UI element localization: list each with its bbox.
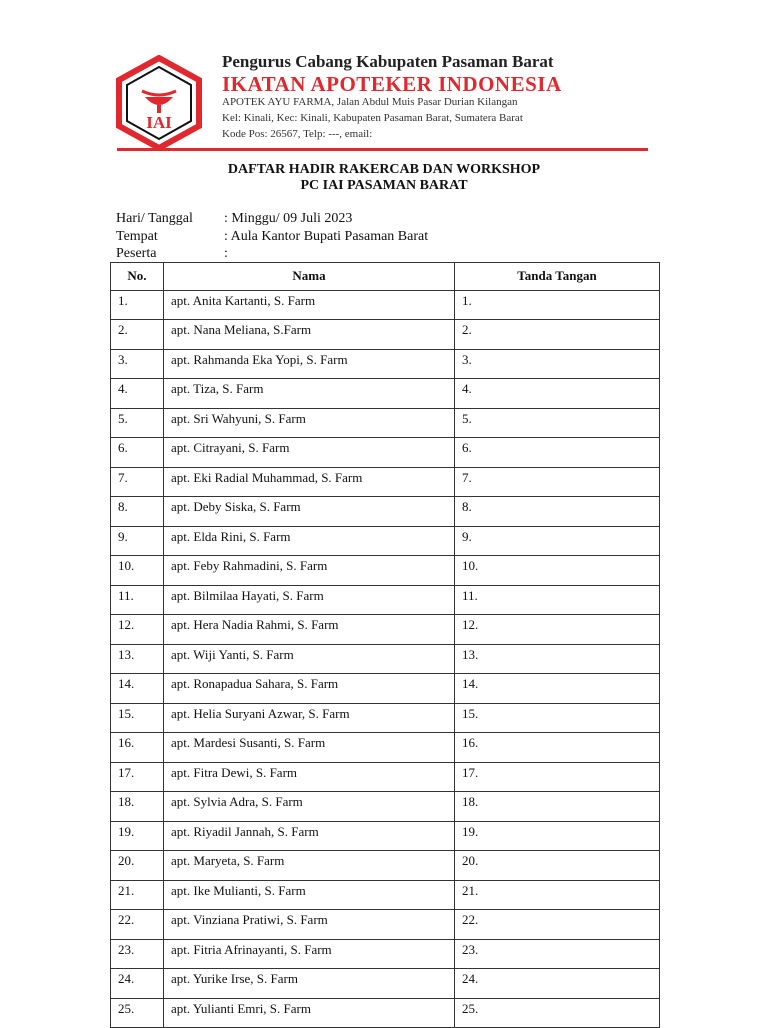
table-row [111, 644, 660, 674]
participant-name: apt. Deby Siska, S. Farm [164, 497, 455, 527]
participant-name: apt. Tiza, S. Farm [164, 379, 455, 409]
signature-cell: 16. [455, 733, 660, 763]
row-number: 5. [111, 408, 164, 438]
info-place-row [116, 229, 428, 245]
participant-name: apt. Hera Nadia Rahmi, S. Farm [164, 615, 455, 645]
row-number: 4. [111, 379, 164, 409]
participant-name: apt. Yulianti Emri, S. Farm [164, 998, 455, 1028]
table-row [111, 998, 660, 1028]
signature-cell: 22. [455, 910, 660, 940]
info-date-row [116, 211, 352, 227]
table-row [111, 792, 660, 822]
row-number: 13. [111, 644, 164, 674]
signature-cell: 11. [455, 585, 660, 615]
participants-value: : [224, 246, 228, 261]
signature-cell: 9. [455, 526, 660, 556]
participant-name: apt. Eki Radial Muhammad, S. Farm [164, 467, 455, 497]
participant-name: apt. Yurike Irse, S. Farm [164, 969, 455, 999]
signature-cell: 12. [455, 615, 660, 645]
participant-name: apt. Elda Rini, S. Farm [164, 526, 455, 556]
row-number: 14. [111, 674, 164, 704]
table-row [111, 703, 660, 733]
table-row [111, 497, 660, 527]
signature-cell: 3. [455, 349, 660, 379]
date-value: : Minggu/ 09 Juli 2023 [224, 211, 353, 226]
header-no: No. [111, 263, 164, 291]
signature-cell: 13. [455, 644, 660, 674]
address-line-1: APOTEK AYU FARMA, Jalan Abdul Muis Pasar Durian Kilangan [222, 96, 518, 108]
signature-cell: 15. [455, 703, 660, 733]
address-line-2: Kel: Kinali, Kec: Kinali, Kabupaten Pasaman Barat, Sumatera Barat [222, 112, 523, 124]
table-row [111, 762, 660, 792]
row-number: 21. [111, 880, 164, 910]
table-row [111, 910, 660, 940]
signature-cell: 7. [455, 467, 660, 497]
row-number: 12. [111, 615, 164, 645]
participants-label: Peserta [116, 246, 157, 261]
signature-cell: 20. [455, 851, 660, 881]
participant-name: apt. Fitra Dewi, S. Farm [164, 762, 455, 792]
signature-cell: 6. [455, 438, 660, 468]
table-row [111, 615, 660, 645]
table-header-row [111, 263, 660, 291]
participant-name: apt. Bilmilaa Hayati, S. Farm [164, 585, 455, 615]
document-title-line-1: DAFTAR HADIR RAKERCAB DAN WORKSHOP [227, 162, 541, 177]
address-line-3: Kode Pos: 26567, Telp: ---, email: [222, 128, 373, 140]
attendance-table [110, 262, 660, 1028]
row-number: 18. [111, 792, 164, 822]
header-signature: Tanda Tangan [455, 263, 660, 291]
participant-name: apt. Ronapadua Sahara, S. Farm [164, 674, 455, 704]
row-number: 16. [111, 733, 164, 763]
table-row [111, 290, 660, 320]
participant-name: apt. Maryeta, S. Farm [164, 851, 455, 881]
signature-cell: 4. [455, 379, 660, 409]
table-row [111, 733, 660, 763]
participant-name: apt. Mardesi Susanti, S. Farm [164, 733, 455, 763]
place-value: : Aula Kantor Bupati Pasaman Barat [224, 229, 429, 244]
table-row [111, 969, 660, 999]
row-number: 23. [111, 939, 164, 969]
row-number: 2. [111, 320, 164, 350]
table-row [111, 320, 660, 350]
table-row [111, 438, 660, 468]
signature-cell: 1. [455, 290, 660, 320]
row-number: 20. [111, 851, 164, 881]
logo-text: IAI [146, 113, 172, 132]
org-name: IKATAN APOTEKER INDONESIA [222, 72, 562, 96]
participant-name: apt. Sri Wahyuni, S. Farm [164, 408, 455, 438]
table-row [111, 585, 660, 615]
row-number: 17. [111, 762, 164, 792]
date-label: Hari/ Tanggal [116, 211, 193, 226]
participant-name: apt. Feby Rahmadini, S. Farm [164, 556, 455, 586]
table-row [111, 379, 660, 409]
participant-name: apt. Citrayani, S. Farm [164, 438, 455, 468]
table-row [111, 939, 660, 969]
participant-name: apt. Ike Mulianti, S. Farm [164, 880, 455, 910]
participant-name: apt. Fitria Afrinayanti, S. Farm [164, 939, 455, 969]
table-row [111, 880, 660, 910]
row-number: 24. [111, 969, 164, 999]
participant-name: apt. Vinziana Pratiwi, S. Farm [164, 910, 455, 940]
row-number: 8. [111, 497, 164, 527]
org-title: Pengurus Cabang Kabupaten Pasaman Barat [222, 52, 554, 71]
table-row [111, 674, 660, 704]
header-name: Nama [164, 263, 455, 291]
iai-logo [115, 55, 203, 151]
row-number: 3. [111, 349, 164, 379]
table-row [111, 526, 660, 556]
signature-cell: 25. [455, 998, 660, 1028]
info-participants-row [116, 246, 228, 262]
participant-name: apt. Nana Meliana, S.Farm [164, 320, 455, 350]
signature-cell: 14. [455, 674, 660, 704]
row-number: 11. [111, 585, 164, 615]
signature-cell: 18. [455, 792, 660, 822]
row-number: 25. [111, 998, 164, 1028]
table-row [111, 851, 660, 881]
header-divider [117, 148, 648, 151]
participant-name: apt. Helia Suryani Azwar, S. Farm [164, 703, 455, 733]
place-label: Tempat [116, 229, 158, 244]
signature-cell: 19. [455, 821, 660, 851]
row-number: 10. [111, 556, 164, 586]
table-row [111, 821, 660, 851]
signature-cell: 24. [455, 969, 660, 999]
row-number: 15. [111, 703, 164, 733]
row-number: 22. [111, 910, 164, 940]
signature-cell: 21. [455, 880, 660, 910]
signature-cell: 2. [455, 320, 660, 350]
signature-cell: 23. [455, 939, 660, 969]
participant-name: apt. Sylvia Adra, S. Farm [164, 792, 455, 822]
signature-cell: 17. [455, 762, 660, 792]
table-row [111, 556, 660, 586]
row-number: 7. [111, 467, 164, 497]
row-number: 19. [111, 821, 164, 851]
participant-name: apt. Wiji Yanti, S. Farm [164, 644, 455, 674]
table-row [111, 467, 660, 497]
row-number: 6. [111, 438, 164, 468]
table-row [111, 408, 660, 438]
participant-name: apt. Riyadil Jannah, S. Farm [164, 821, 455, 851]
signature-cell: 5. [455, 408, 660, 438]
row-number: 9. [111, 526, 164, 556]
signature-cell: 10. [455, 556, 660, 586]
document-title-line-2: PC IAI PASAMAN BARAT [300, 178, 468, 193]
table-row [111, 349, 660, 379]
signature-cell: 8. [455, 497, 660, 527]
participant-name: apt. Rahmanda Eka Yopi, S. Farm [164, 349, 455, 379]
row-number: 1. [111, 290, 164, 320]
participant-name: apt. Anita Kartanti, S. Farm [164, 290, 455, 320]
